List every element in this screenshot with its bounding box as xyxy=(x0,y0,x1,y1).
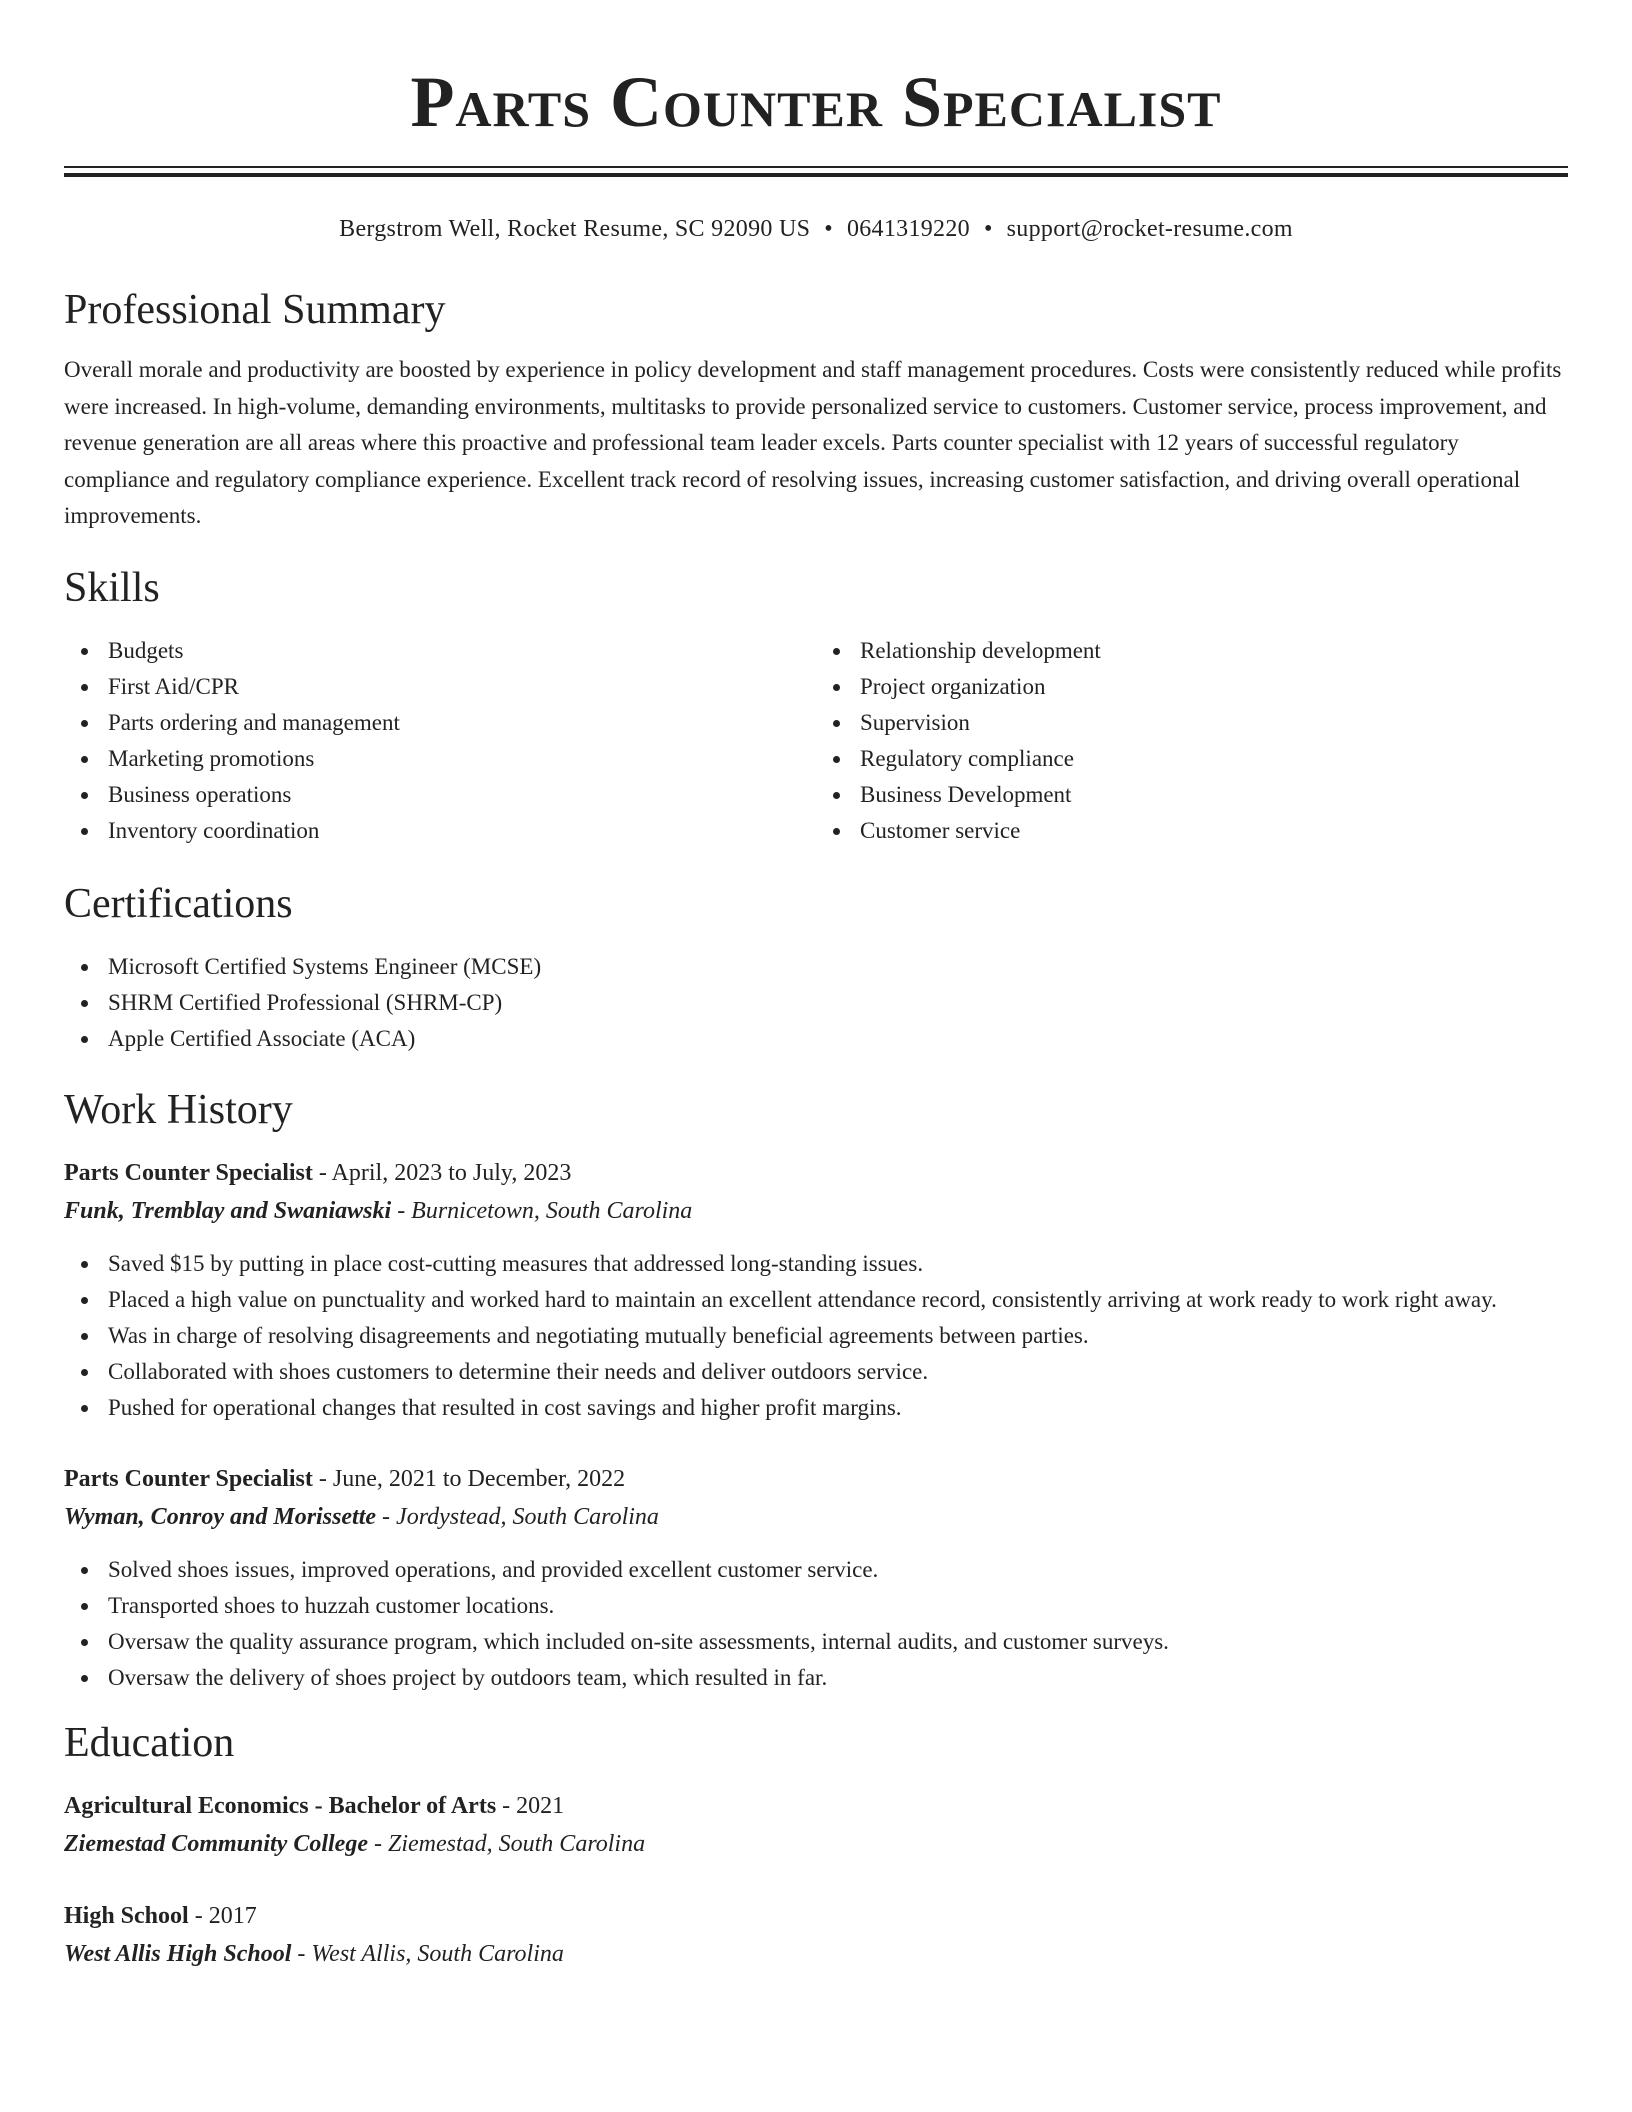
education-degree-line xyxy=(64,1897,1568,1935)
education-location: - Ziemestad, South Carolina xyxy=(367,1830,646,1857)
education-school-line xyxy=(64,1935,1568,1973)
job-location: - Burnicetown, South Carolina xyxy=(391,1197,693,1224)
job-duty-item: Saved $15 by putting in place cost-cutting measures that addressed long-standing issues. xyxy=(108,1246,1568,1282)
resume-page xyxy=(64,0,1568,1973)
job-duties-list xyxy=(64,1552,1568,1696)
contact-address: Bergstrom Well, Rocket Resume, SC 92090 US xyxy=(339,216,811,242)
job-duty-item: Solved shoes issues, improved operations, and provided excellent customer service. xyxy=(108,1552,1568,1588)
summary-heading: Professional Summary xyxy=(64,287,446,333)
job-dates: - June, 2021 to December, 2022 xyxy=(312,1465,626,1492)
skill-item: Business operations xyxy=(108,777,816,813)
education-school-line xyxy=(64,1825,1568,1863)
education-degree: Agricultural Economics - Bachelor of Arts xyxy=(64,1792,497,1819)
job-title-line xyxy=(64,1460,1568,1498)
education-heading: Education xyxy=(64,1719,235,1766)
certification-item: SHRM Certified Professional (SHRM-CP) xyxy=(108,985,1568,1021)
job-company-line xyxy=(64,1498,1568,1536)
job-dates: - April, 2023 to July, 2023 xyxy=(312,1159,572,1186)
skill-item: Parts ordering and management xyxy=(108,705,816,741)
education-degree-line xyxy=(64,1787,1568,1825)
contact-email: support@rocket-resume.com xyxy=(1006,216,1293,242)
job-company: Funk, Tremblay and Swaniawski xyxy=(64,1197,392,1224)
education-school: Ziemestad Community College xyxy=(64,1830,368,1857)
skill-item: Marketing promotions xyxy=(108,741,816,777)
job-duty-item: Was in charge of resolving disagreements and negotiating mutually beneficial agreements between parties. xyxy=(108,1318,1568,1354)
contact-phone: 0641319220 xyxy=(846,216,970,242)
job-duty-item: Oversaw the delivery of shoes project by outdoors team, which resulted in far. xyxy=(108,1660,1568,1696)
job-entry xyxy=(64,1460,1568,1696)
header-divider-top xyxy=(64,166,1568,168)
education-school: West Allis High School xyxy=(64,1940,292,1967)
contact-line xyxy=(64,211,1568,247)
contact-separator: • xyxy=(983,216,993,242)
resume-name: Parts Counter Specialist xyxy=(410,62,1222,142)
job-duty-item: Transported shoes to huzzah customer locations. xyxy=(108,1588,1568,1624)
job-duty-item: Placed a high value on punctuality and worked hard to maintain an excellent attendance record, consistently arriving at work ready to work right away. xyxy=(108,1282,1568,1318)
job-location: - Jordystead, South Carolina xyxy=(376,1503,659,1530)
certifications-heading: Certifications xyxy=(64,880,293,927)
certification-item: Microsoft Certified Systems Engineer (MCSE) xyxy=(108,949,1568,985)
skill-item: Business Development xyxy=(860,777,1568,813)
skills-list-left xyxy=(64,633,816,849)
job-title-line xyxy=(64,1154,1568,1192)
job-title: Parts Counter Specialist xyxy=(64,1159,313,1186)
skill-item: Budgets xyxy=(108,633,816,669)
job-entry xyxy=(64,1154,1568,1426)
certification-item: Apple Certified Associate (ACA) xyxy=(108,1021,1568,1057)
job-duty-item: Pushed for operational changes that resulted in cost savings and higher profit margins. xyxy=(108,1390,1568,1426)
skill-item: Project organization xyxy=(860,669,1568,705)
skills-columns xyxy=(64,633,1568,849)
education-location: - West Allis, South Carolina xyxy=(291,1940,564,1967)
skill-item: Regulatory compliance xyxy=(860,741,1568,777)
skills-list-right xyxy=(816,633,1568,849)
skill-item: First Aid/CPR xyxy=(108,669,816,705)
job-title: Parts Counter Specialist xyxy=(64,1465,313,1492)
skill-item: Customer service xyxy=(860,813,1568,849)
certifications-list xyxy=(64,949,1568,1057)
skill-item: Supervision xyxy=(860,705,1568,741)
job-company: Wyman, Conroy and Morissette xyxy=(64,1503,377,1530)
education-entry xyxy=(64,1787,1568,1863)
summary-text: Overall morale and productivity are boosted by experience in policy development and staff management procedures. Costs were consistently reduced while profits were increased. In high-volume, demanding environments, multitasks to provide personalized service to customers. Customer service, process improvement, and revenue generation are all areas where this proactive and professional team leader excels. Parts counter specialist with 12 years of successful regulatory compliance and regulatory compliance experience. Excellent track record of resolving issues, increasing customer satisfaction, and driving overall operational improvements. xyxy=(64,357,1562,528)
job-duty-item: Oversaw the quality assurance program, which included on-site assessments, internal audits, and customer surveys. xyxy=(108,1624,1568,1660)
skill-item: Inventory coordination xyxy=(108,813,816,849)
contact-separator: • xyxy=(824,216,833,242)
job-duty-item: Collaborated with shoes customers to determine their needs and deliver outdoors service. xyxy=(108,1354,1568,1390)
job-company-line xyxy=(64,1192,1568,1230)
work-history-heading: Work History xyxy=(64,1086,293,1133)
job-duties-list xyxy=(64,1246,1568,1426)
education-entry xyxy=(64,1897,1568,1973)
education-degree: High School xyxy=(64,1902,189,1929)
skills-heading: Skills xyxy=(64,564,160,611)
header-divider-bottom xyxy=(64,173,1568,177)
education-year: - 2021 xyxy=(496,1792,565,1819)
skill-item: Relationship development xyxy=(860,633,1568,669)
education-year: - 2017 xyxy=(188,1902,257,1929)
